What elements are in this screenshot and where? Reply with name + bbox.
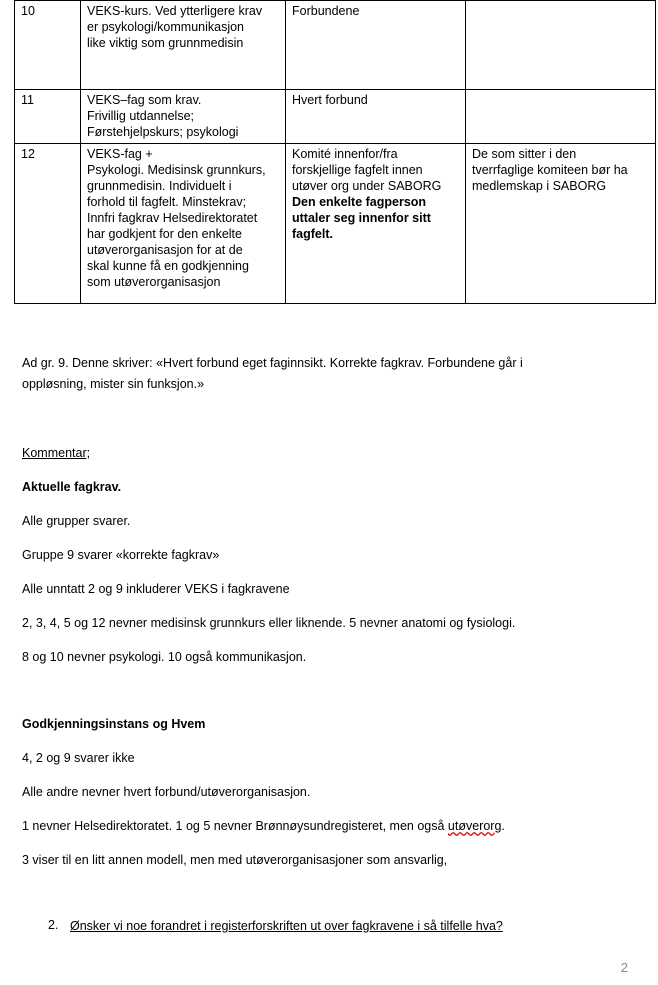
- cell-line: Komité innenfor/fra: [292, 147, 398, 161]
- paragraph: Alle unntatt 2 og 9 inkluderer VEKS i fagkravene: [22, 582, 290, 596]
- cell-line: grunnmedisin. Individuelt i: [87, 179, 232, 193]
- cell-line: VEKS-fag +: [87, 147, 153, 161]
- cell-line: utøver org under SABORG: [292, 179, 442, 193]
- cell-line: Forbundene: [292, 4, 360, 18]
- authority-cell: [286, 90, 466, 144]
- cell-line: utøverorganisasjon for at de: [87, 243, 243, 257]
- cell-line: forhold til fagfelt. Minstekrav;: [87, 195, 247, 209]
- paragraph: 2, 3, 4, 5 og 12 nevner medisinsk grunnkurs eller liknende. 5 nevner anatomi og fysiologi.: [22, 616, 516, 630]
- paragraph: 3 viser til en litt annen modell, men med utøverorganisasjoner som ansvarlig,: [22, 853, 448, 867]
- authority-cell: [286, 1, 466, 90]
- paragraph-text: 1 nevner Helsedirektoratet. 1 og 5 nevner Brønnøysundregisteret, men også: [22, 819, 448, 833]
- ad-paragraph-line1: Ad gr. 9. Denne skriver: «Hvert forbund eget faginnsikt. Korrekte fagkrav. Forbundene går i: [22, 356, 523, 370]
- cell-line: medlemskap i SABORG: [472, 179, 607, 193]
- requirements-table: [14, 0, 656, 304]
- spellcheck-word: utøverorg: [447, 819, 502, 833]
- cell-line: Innfri fagkrav Helsedirektoratet: [87, 211, 258, 225]
- paragraph-text: .: [501, 819, 505, 833]
- requirements-cell: [81, 90, 286, 144]
- ad-paragraph-line2: oppløsning, mister sin funksjon.»: [22, 377, 205, 391]
- row-number: 10: [15, 1, 81, 90]
- row-number: 12: [15, 144, 81, 304]
- comment-cell: [466, 90, 656, 144]
- godkjenning-heading: Godkjenningsinstans og Hvem: [22, 717, 206, 731]
- paragraph: Gruppe 9 svarer «korrekte fagkrav»: [22, 548, 220, 562]
- requirements-cell: [81, 144, 286, 304]
- comment-cell: [466, 1, 656, 90]
- cell-bold-line: fagfelt.: [292, 227, 333, 241]
- table-row: [15, 144, 656, 304]
- authority-cell: [286, 144, 466, 304]
- requirements-cell: [81, 1, 286, 90]
- cell-line: De som sitter i den: [472, 147, 577, 161]
- table-row: [15, 1, 656, 90]
- cell-line: som utøverorganisasjon: [87, 275, 221, 289]
- comment-cell: [466, 144, 656, 304]
- cell-line: skal kunne få en godkjenning: [87, 259, 249, 273]
- cell-line: VEKS-kurs. Ved ytterligere krav: [87, 4, 263, 18]
- cell-line: har godkjent for den enkelte: [87, 227, 242, 241]
- cell-line: Psykologi. Medisinsk grunnkurs,: [87, 163, 266, 177]
- question-text: Ønsker vi noe forandret i registerforskriften ut over fagkravene i så tilfelle hva?: [70, 919, 503, 933]
- table-row: [15, 90, 656, 144]
- paragraph: [22, 816, 505, 836]
- cell-line: Førstehjelpskurs; psykologi: [87, 125, 239, 139]
- cell-line: forskjellige fagfelt innen: [292, 163, 423, 177]
- cell-line: tverrfaglige komiteen bør ha: [472, 163, 628, 177]
- cell-line: er psykologi/kommunikasjon: [87, 20, 245, 34]
- paragraph: 4, 2 og 9 svarer ikke: [22, 751, 135, 765]
- kommentar-heading: Kommentar;: [22, 446, 91, 460]
- paragraph: 8 og 10 nevner psykologi. 10 også kommunikasjon.: [22, 650, 307, 664]
- cell-line: Frivillig utdannelse;: [87, 109, 194, 123]
- paragraph: Alle grupper svarer.: [22, 514, 131, 528]
- cell-line: Hvert forbund: [292, 93, 368, 107]
- cell-bold-line: Den enkelte fagperson: [292, 195, 427, 209]
- cell-bold-line: uttaler seg innenfor sitt: [292, 211, 431, 225]
- row-number: 11: [15, 90, 81, 144]
- question-number: 2.: [48, 918, 59, 932]
- page-number: 2: [620, 960, 628, 975]
- aktuelle-fagkrav-heading: Aktuelle fagkrav.: [22, 480, 122, 494]
- cell-line: VEKS–fag som krav.: [87, 93, 202, 107]
- paragraph: Alle andre nevner hvert forbund/utøverorganisasjon.: [22, 785, 311, 799]
- cell-line: like viktig som grunnmedisin: [87, 36, 244, 50]
